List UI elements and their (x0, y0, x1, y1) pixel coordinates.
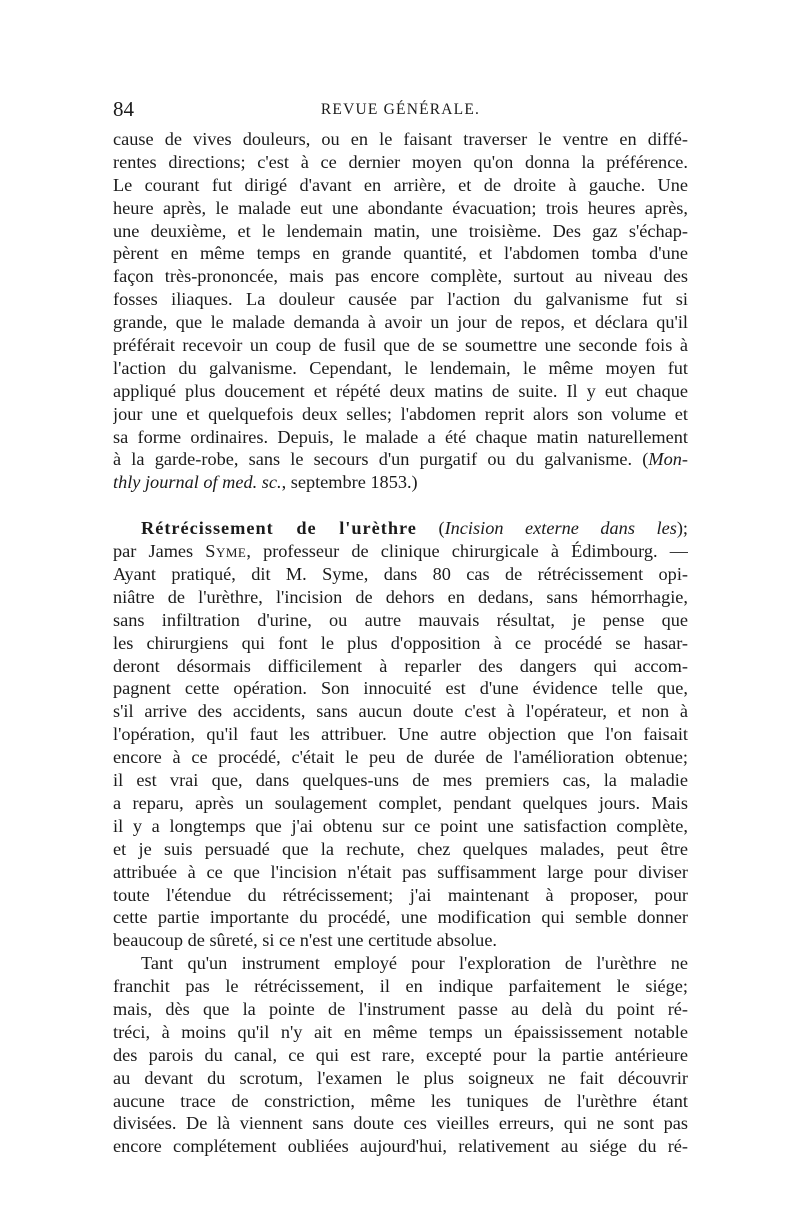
author-name: Syme (205, 541, 247, 562)
text-line: et je suis persuadé que la rechute, chez quelques malades, peut être (113, 838, 688, 859)
section-subtitle: Incision externe dans les (444, 518, 677, 539)
text-line: façon très-prononcée, mais pas encore complète, surtout au niveau des (113, 266, 688, 287)
paragraph-exploration (113, 952, 688, 1158)
text-line: s'il arrive des accidents, sans aucun doute c'est à l'opérateur, et non à (113, 701, 688, 722)
text-line: préférait recevoir un coup de fusil que de se soumettre une seconde fois à (113, 335, 688, 356)
paragraph-spacer (113, 494, 688, 517)
journal-title: thly journal of med. sc. (113, 472, 282, 493)
text-line: heure après, le malade eut une abondante évacuation; trois heures après, (113, 197, 688, 218)
text-line: les chirurgiens qui font le plus d'opposition à ce procédé se hasar- (113, 632, 688, 653)
citation-date: , septembre 1853.) (281, 472, 418, 493)
text-line: franchit pas le rétrécissement, il en indique parfaitement le siége; (113, 976, 688, 997)
text-line: une deuxième, et le lendemain matin, une troisième. Des gaz s'échap- (113, 220, 688, 241)
text-line: au devant du scrotum, l'examen le plus soigneux ne fait découvrir (113, 1067, 688, 1088)
text-line: niâtre de l'urèthre, l'incision de dehors en dedans, sans hémorrhagie, (113, 586, 688, 607)
body-text (113, 128, 688, 1158)
text-line: a reparu, après un soulagement complet, pendant quelques jours. Mais (113, 792, 688, 813)
text-line: aucune trace de constriction, même les tuniques de l'urèthre étant (113, 1090, 688, 1111)
author-prefix: par James (113, 541, 206, 562)
text-line: Le courant fut dirigé d'avant en arrière, et de droite à gauche. Une (113, 174, 688, 195)
text-line: pèrent en même temps en grande quantité, et l'abdomen tomba d'une (113, 243, 688, 264)
text-line: deront désormais difficilement à reparler des dangers qui accom- (113, 655, 688, 676)
text-line: il y a longtemps que j'ai obtenu sur ce point une satisfaction complète, (113, 815, 688, 836)
text-line: toute l'étendue du rétrécissement; j'ai maintenant à proposer, pour (113, 884, 688, 905)
author-line (113, 540, 688, 563)
heading-paren-open: ( (416, 518, 445, 539)
text-line: il est vrai que, dans quelques-uns de mes premiers cas, la maladie (113, 770, 688, 791)
text-line: Ayant pratiqué, dit M. Syme, dans 80 cas de rétrécissement opi- (113, 564, 688, 585)
text-line: pagnent cette opération. Son innocuité est d'une évidence telle que, (113, 678, 688, 699)
text-line: appliqué plus doucement et répété deux matins de suite. Il y eut chaque (113, 380, 688, 401)
text-line: grande, que le malade demanda à avoir un jour de repos, et déclara qu'il (113, 312, 688, 333)
text-line: tréci, à moins qu'il n'y ait en même temps un épaississement notable (113, 1021, 688, 1042)
text-line: divisées. De là viennent sans doute ces vieilles erreurs, qui ne sont pas (113, 1113, 688, 1134)
section-heading-line (113, 517, 688, 540)
paragraph-galvanism (113, 128, 688, 494)
running-header (113, 96, 688, 124)
text-line: cause de vives douleurs, ou en le faisant traverser le ventre en diffé- (113, 129, 688, 149)
text-line: sa forme ordinaires. Depuis, le malade a été chaque matin naturellement (113, 426, 688, 447)
page-number: 84 (113, 97, 134, 121)
text-segment: à la garde-robe, sans le secours d'un purgatif ou du galvanisme. ( (113, 449, 649, 470)
text-line: rentes directions; c'est à ce dernier moyen qu'on donna la préférence. (113, 151, 688, 172)
text-line: l'action du galvanisme. Cependant, le lendemain, le même moyen fut (113, 357, 688, 378)
text-line: encore complétement oubliées aujourd'hui, relativement au siége du ré- (113, 1136, 688, 1157)
text-line: Tant qu'un instrument employé pour l'exploration de l'urèthre ne (141, 953, 688, 974)
journal-title-part: Mon- (648, 449, 688, 470)
text-line: l'opération, qu'il faut les attribuer. Une autre objection que l'on faisait (113, 724, 688, 745)
text-line: des parois du canal, ce qui est rare, excepté pour la partie antérieure (113, 1044, 688, 1065)
text-line-with-citation (113, 448, 688, 471)
text-line: mais, dès que la pointe de l'instrument passe au delà du point ré- (113, 998, 688, 1019)
text-line: encore à ce procédé, c'était le peu de durée de l'amélioration obtenue; (113, 747, 688, 768)
heading-paren-close: ); (676, 518, 688, 539)
citation-line (113, 471, 688, 494)
paragraph-urethra-stricture (113, 517, 688, 952)
text-line: cette partie importante du procédé, une modification qui semble donner (113, 907, 688, 928)
running-title: REVUE GÉNÉRALE. (320, 101, 481, 118)
text-line: attribuée à ce que l'incision n'était pas suffisamment large pour diviser (113, 861, 688, 882)
author-affiliation: , professeur de clinique chirurgicale à Édimbourg. — (246, 541, 688, 562)
section-heading: Rétrécissement de l'urèthre (141, 518, 417, 539)
text-line: fosses iliaques. La douleur causée par l'action du galvanisme fut si (113, 289, 688, 310)
text-line: sans infiltration d'urine, ou autre mauvais résultat, je pense que (113, 609, 688, 630)
text-line: beaucoup de sûreté, si ce n'est une certitude absolue. (113, 930, 498, 951)
text-line: jour une et quelquefois deux selles; l'abdomen reprit alors son volume et (113, 403, 688, 424)
